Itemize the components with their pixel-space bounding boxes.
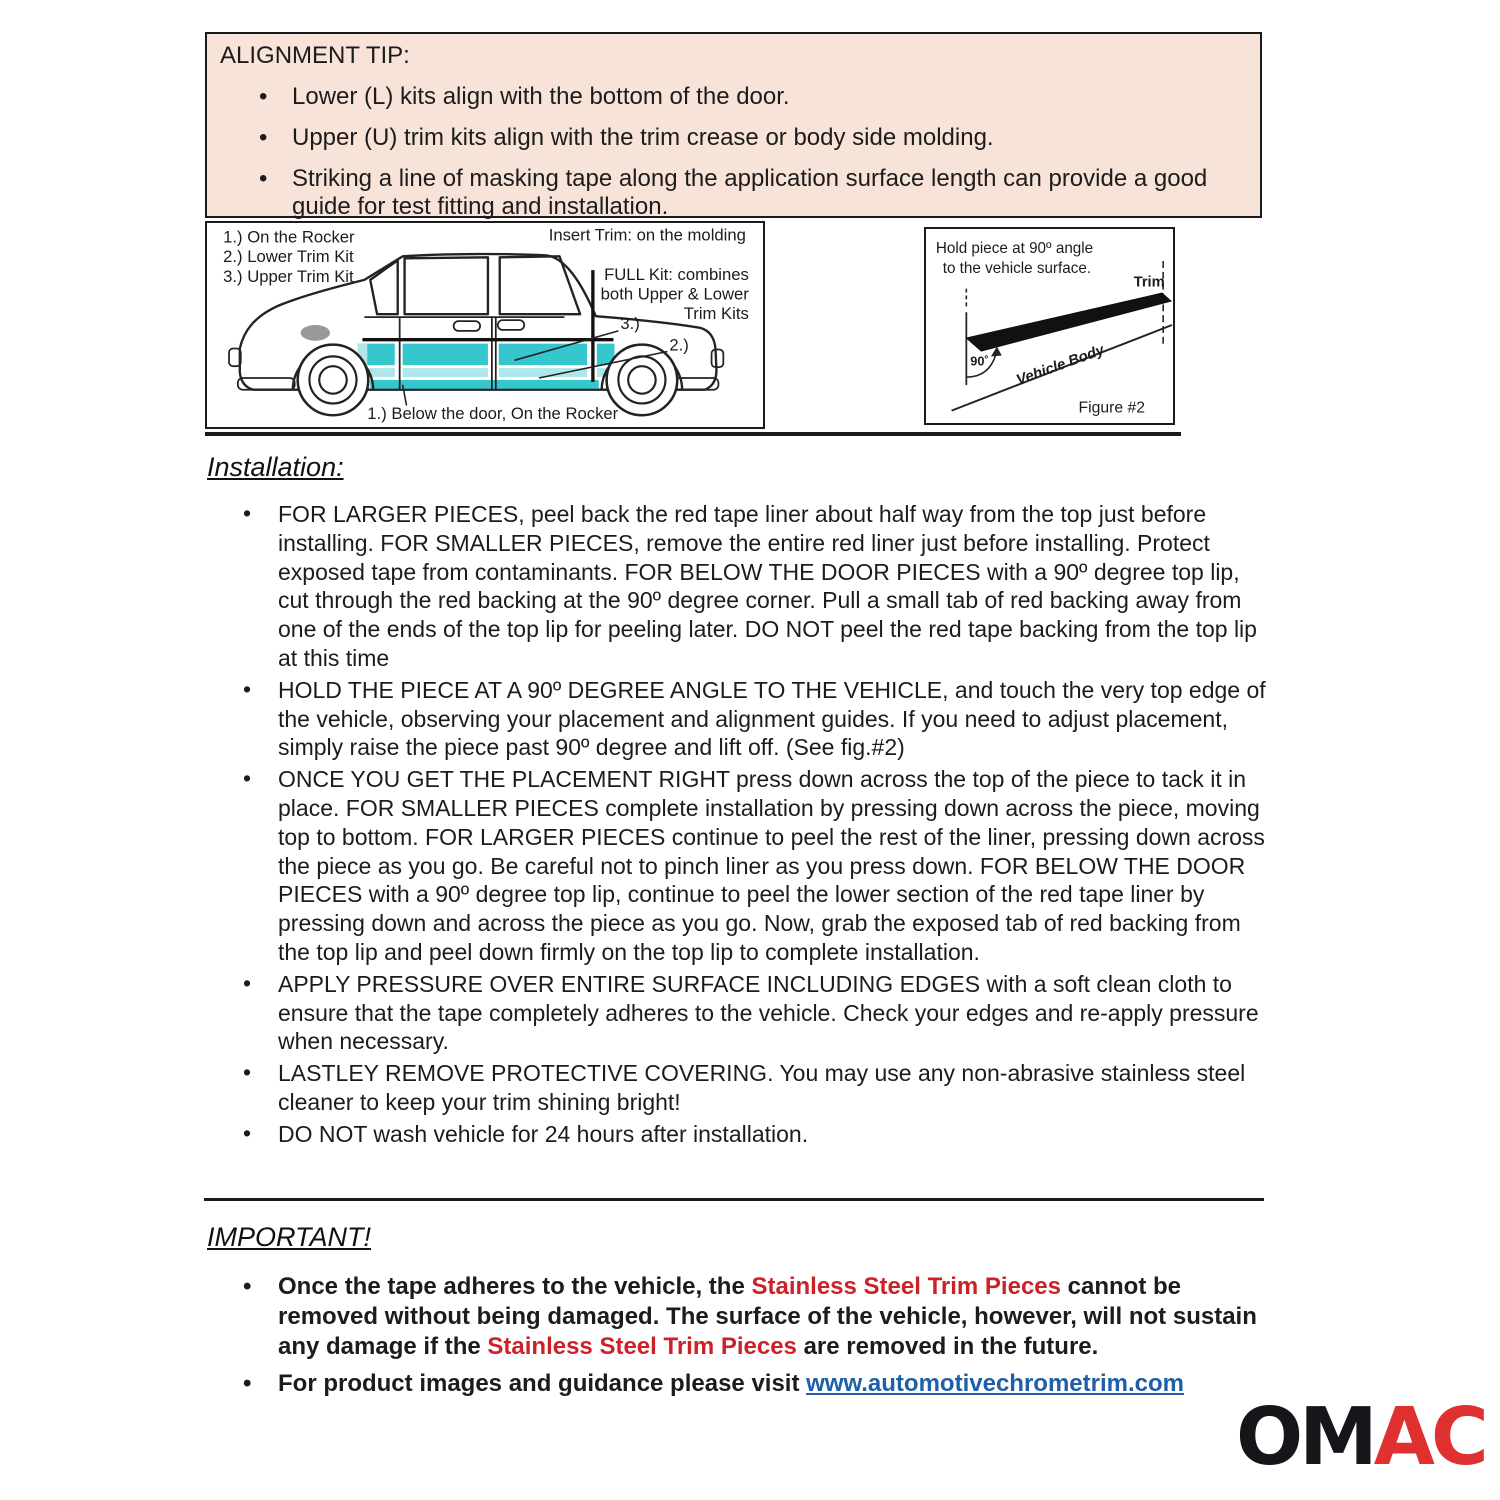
pointer-rocker-label: 1.) Below the door, On the Rocker (367, 404, 619, 424)
figure2-label: Figure #2 (1078, 399, 1146, 417)
section-separator-rule (204, 1198, 1264, 1201)
figure-2-illustration (926, 229, 1173, 423)
alignment-tip-item: • Lower (L) kits align with the bottom of the door. (207, 83, 1260, 111)
website-link[interactable]: www.automotivechrometrim.com (806, 1370, 1184, 1397)
door-handles (454, 320, 525, 331)
vehicle-body-label: Vehicle Body (1014, 342, 1107, 389)
omac-logo (1236, 1391, 1485, 1483)
fender-emblem (301, 325, 330, 341)
installation-heading: Installation: (207, 452, 344, 482)
insert-trim-label: Insert Trim: on the molding (548, 225, 746, 245)
installation-list (205, 500, 1271, 1152)
important-heading: IMPORTANT! (207, 1222, 372, 1252)
important-note: • Once the tape adheres to the vehicle, the Stainless Steel Trim Pieces cannot be removed without being damaged. The surface of the vehicle, however, will not sustain any damage if the Stainless Steel Trim Pieces are removed in the future. (205, 1272, 1271, 1362)
angle-label: 90˚ (970, 353, 989, 369)
windows (370, 256, 580, 314)
trim-label: Trim (1133, 274, 1165, 291)
full-kit-line-3: Trim Kits (683, 304, 749, 324)
full-kit-line-2: both Upper & Lower (600, 284, 749, 304)
rocker-trim-band (370, 380, 599, 389)
installation-step: • ONCE YOU GET THE PLACEMENT RIGHT press down across the top of the piece to tack it in place. FOR SMALLER PIECES complete installation by pressing down across the piece, moving top to bottom. FOR LARGER PIECES continue to peel the rest of the liner, pressing down across the piece as you go. Be careful not to pinch liner as you press down. FOR BELOW THE DOOR PIECES with a 90º degree top lip, continue to peel the lower section of the red tape liner by pressing down and across the piece as you go. Now, grab the exposed tab of red backing from the top lip and peel down firmly on the top lip to complete installation. (205, 765, 1271, 967)
installation-step: • DO NOT wash vehicle for 24 hours after installation. (205, 1120, 1271, 1149)
installation-step: • FOR LARGER PIECES, peel back the red tape liner about half way from the top just before installing. FOR SMALLER PIECES, remove the entire red liner just before installing. Protect exposed tape from contaminants. FOR BELOW THE DOOR PIECES with a 90º degree top lip, cut through the red backing at the 90º degree corner. Pull a small tab of red backing away from one of the ends of the top lip for peeling later. DO NOT peel the red tape backing from the top lip at this time (205, 500, 1271, 673)
stainless-steel-highlight: Stainless Steel Trim Pieces (487, 1333, 797, 1360)
front-wheel (298, 345, 369, 416)
omac-logo-black-letters: OM (1236, 1391, 1374, 1483)
alignment-tip-box (205, 32, 1262, 218)
figure-2-diagram (924, 227, 1175, 425)
alignment-tip-item: • Upper (U) trim kits align with the trim crease or body side molding. (207, 124, 1260, 152)
alignment-tip-list (207, 83, 1260, 221)
important-list (205, 1272, 1271, 1406)
trim-piece (965, 293, 1172, 352)
full-kit-line-1: FULL Kit: combines (604, 264, 749, 284)
alignment-tip-item: • Striking a line of masking tape along the application surface length can provide a good guide for test fitting and installation. (207, 165, 1260, 221)
diagram-baseline-rule (205, 432, 1181, 436)
figure2-caption-line-2: to the vehicle surface. (942, 259, 1092, 277)
alignment-tip-title: ALIGNMENT TIP: (220, 42, 410, 69)
stainless-steel-highlight: Stainless Steel Trim Pieces (751, 1273, 1061, 1300)
important-note: • For product images and guidance please visit www.automotivechrometrim.com (205, 1369, 1271, 1399)
pointer-lower-label: 2.) (669, 335, 689, 355)
car-trim-diagram (205, 221, 765, 429)
installation-step: • APPLY PRESSURE OVER ENTIRE SURFACE INCLUDING EDGES with a soft clean cloth to ensure that the tape completely adheres to the vehicle. Check your edges and re-apply pressure when necessary. (205, 970, 1271, 1056)
car-illustration (207, 223, 763, 427)
car-legend-line-3: 3.) Upper Trim Kit (223, 266, 354, 286)
installation-step: • LASTLEY REMOVE PROTECTIVE COVERING. You may use any non-abrasive stainless steel cleaner to keep your trim shining bright! (205, 1059, 1271, 1117)
omac-logo-red-letters: AC (1373, 1391, 1485, 1483)
installation-step: • HOLD THE PIECE AT A 90º DEGREE ANGLE TO THE VEHICLE, and touch the very top edge of the vehicle, observing your placement and alignment guides. If you need to adjust placement, simply raise the piece past 90º degree and lift off. (See fig.#2) (205, 676, 1271, 762)
car-legend-line-1: 1.) On the Rocker (223, 227, 355, 247)
pointer-upper-label: 3.) (620, 313, 640, 333)
figure2-caption-line-1: Hold piece at 90º angle (935, 240, 1094, 258)
trim-bands (358, 342, 615, 389)
car-legend-line-2: 2.) Lower Trim Kit (223, 247, 354, 267)
